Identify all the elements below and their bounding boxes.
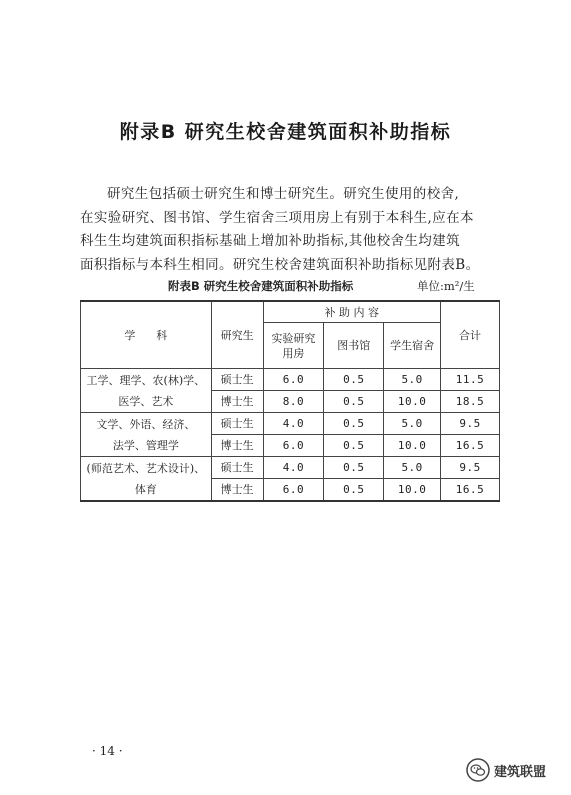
discipline-line: 医学、艺术 xyxy=(118,394,174,408)
total-cell: 9.5 xyxy=(441,457,500,479)
discipline-cell xyxy=(81,413,212,457)
table-unit: 单位:m²/生 xyxy=(417,279,475,293)
header-total: 合计 xyxy=(441,301,500,369)
dorm-cell: 10.0 xyxy=(384,435,441,457)
discipline-cell xyxy=(81,369,212,413)
dorm-cell: 5.0 xyxy=(384,457,441,479)
student-cell: 硕士生 xyxy=(211,369,263,391)
subsidy-table xyxy=(80,300,500,502)
lab-cell: 4.0 xyxy=(263,413,324,435)
student-cell: 博士生 xyxy=(211,479,263,502)
lab-cell: 8.0 xyxy=(263,391,324,413)
discipline-line: (师范艺术、艺术设计)、 xyxy=(86,461,206,475)
page-title: 附录B 研究生校舍建筑面积补助指标 xyxy=(119,121,452,143)
lab-cell: 6.0 xyxy=(263,369,324,391)
lab-cell: 6.0 xyxy=(263,479,324,502)
student-cell: 博士生 xyxy=(211,391,263,413)
discipline-line: 文学、外语、经济、 xyxy=(96,417,196,431)
paragraph-line: 研究生包括硕士研究生和博士研究生。研究生使用的校舍, xyxy=(107,186,460,202)
table-row xyxy=(81,457,500,479)
library-cell: 0.5 xyxy=(324,391,384,413)
library-cell: 0.5 xyxy=(324,413,384,435)
paragraph-line: 科生生均建筑面积指标基础上增加补助指标,其他校舍生均建筑 xyxy=(80,233,460,249)
discipline-line: 工学、理学、农(林)学、 xyxy=(86,373,206,387)
wechat-logo-icon xyxy=(466,758,490,782)
header-library: 图书馆 xyxy=(324,323,384,369)
header-lab: 实验研究用房 xyxy=(263,323,324,369)
total-cell: 18.5 xyxy=(441,391,500,413)
watermark xyxy=(466,756,566,784)
table-caption: 附表B 研究生校舍建筑面积补助指标 xyxy=(168,279,354,293)
header-student: 研究生 xyxy=(211,301,263,369)
table-row xyxy=(81,413,500,435)
library-cell: 0.5 xyxy=(324,435,384,457)
student-cell: 硕士生 xyxy=(211,413,263,435)
lab-cell: 6.0 xyxy=(263,435,324,457)
header-dorm: 学生宿舍 xyxy=(384,323,441,369)
library-cell: 0.5 xyxy=(324,369,384,391)
discipline-line: 体育 xyxy=(134,482,157,496)
library-cell: 0.5 xyxy=(324,457,384,479)
page-number: · 14 · xyxy=(92,744,123,758)
table-header-row xyxy=(81,301,500,323)
dorm-cell: 10.0 xyxy=(384,479,441,502)
paragraph-line: 面积指标与本科生相同。研究生校舍建筑面积补助指标见附表B。 xyxy=(80,256,480,273)
body-paragraph xyxy=(80,183,500,277)
watermark-text: 建筑联盟 xyxy=(494,764,547,780)
total-cell: 16.5 xyxy=(441,435,500,457)
dorm-cell: 10.0 xyxy=(384,391,441,413)
paragraph-line: 在实验研究、图书馆、学生宿舍三项用房上有别于本科生,应在本 xyxy=(80,209,474,226)
header-discipline: 学 科 xyxy=(81,301,212,369)
lab-cell: 4.0 xyxy=(263,457,324,479)
student-cell: 博士生 xyxy=(211,435,263,457)
header-subsidy: 补 助 内 容 xyxy=(263,301,441,323)
discipline-line: 法学、管理学 xyxy=(112,438,179,452)
student-cell: 硕士生 xyxy=(211,457,263,479)
discipline-cell xyxy=(81,457,212,502)
table-row xyxy=(81,369,500,391)
total-cell: 11.5 xyxy=(441,369,500,391)
dorm-cell: 5.0 xyxy=(384,413,441,435)
dorm-cell: 5.0 xyxy=(384,369,441,391)
total-cell: 16.5 xyxy=(441,479,500,502)
library-cell: 0.5 xyxy=(324,479,384,502)
total-cell: 9.5 xyxy=(441,413,500,435)
